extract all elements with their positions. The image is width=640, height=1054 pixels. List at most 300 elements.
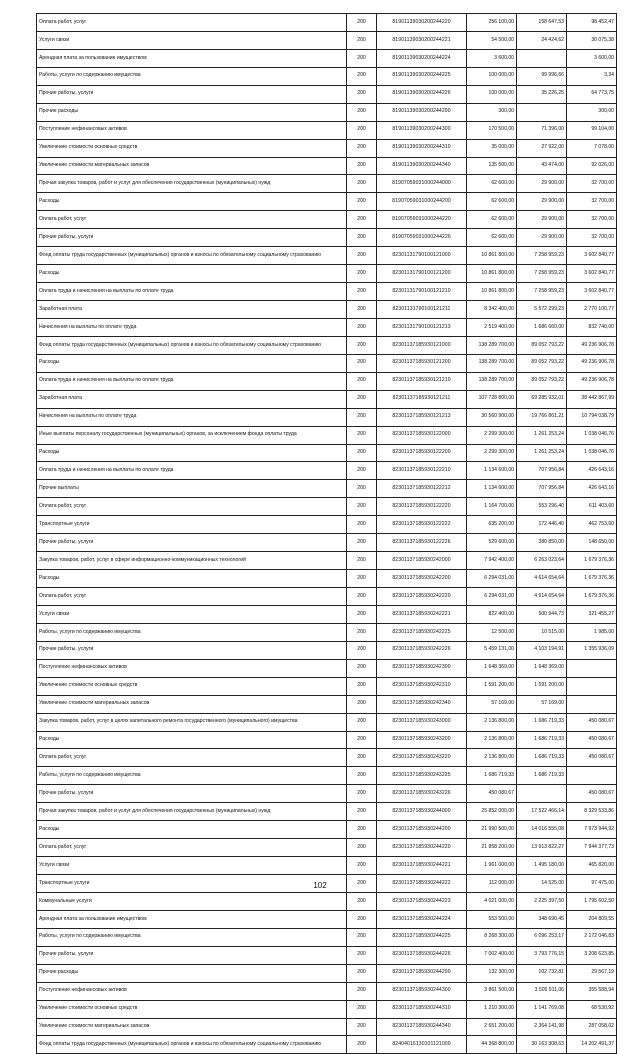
table-row — [37, 67, 617, 85]
unexecuted-amount: 3 602 840,77 — [567, 247, 617, 265]
budget-classification-code: 82301137185930122200 — [377, 444, 467, 462]
approved-amount: 138 289 700,00 — [467, 372, 517, 390]
approved-amount: 25 852 000,00 — [467, 803, 517, 821]
table-row — [37, 283, 617, 301]
row-code: 200 — [347, 157, 377, 175]
unexecuted-amount: 611 403,60 — [567, 498, 617, 516]
row-name: Работы, услуги по содержанию имущества — [37, 928, 347, 946]
approved-amount: 62 600,00 — [467, 193, 517, 211]
table-row — [37, 49, 617, 67]
approved-amount: 100 000,00 — [467, 67, 517, 85]
row-name: Оплата работ, услуг — [37, 749, 347, 767]
executed-amount: 1 141 769,08 — [517, 1000, 567, 1018]
executed-amount: 348 690,45 — [517, 910, 567, 928]
executed-amount: 102 732,81 — [517, 964, 567, 982]
unexecuted-amount: 32 700,00 — [567, 211, 617, 229]
executed-amount: 2 364 141,98 — [517, 1018, 567, 1036]
approved-amount: 138 289 700,00 — [467, 336, 517, 354]
executed-amount: 14 016 555,08 — [517, 821, 567, 839]
table-row — [37, 928, 617, 946]
budget-classification-code: 82301137185930244221 — [377, 857, 467, 875]
unexecuted-amount — [567, 767, 617, 785]
budget-classification-code: 82301137185930121200 — [377, 354, 467, 372]
budget-classification-code: 81901139030200244300 — [377, 121, 467, 139]
table-row — [37, 552, 617, 570]
row-code: 200 — [347, 408, 377, 426]
table-row — [37, 426, 617, 444]
row-code: 200 — [347, 498, 377, 516]
row-code: 200 — [347, 964, 377, 982]
budget-classification-code: 82301137185930121211 — [377, 390, 467, 408]
budget-classification-code: 82301137185930242300 — [377, 659, 467, 677]
approved-amount: 62 600,00 — [467, 211, 517, 229]
row-code: 200 — [347, 31, 377, 49]
approved-amount: 450 080,67 — [467, 785, 517, 803]
executed-amount: 158 647,53 — [517, 14, 567, 32]
approved-amount: 10 861 800,00 — [467, 247, 517, 265]
table-row — [37, 1018, 617, 1036]
row-name: Закупка товаров, работ, услуг в сфере информационно-коммуникационных технологий — [37, 552, 347, 570]
approved-amount: 256 100,00 — [467, 14, 517, 32]
row-code: 200 — [347, 839, 377, 857]
row-name: Услуги связи — [37, 31, 347, 49]
executed-amount: 7 258 959,23 — [517, 283, 567, 301]
row-name: Работы, услуги по содержанию имущества — [37, 623, 347, 641]
row-code: 200 — [347, 821, 377, 839]
unexecuted-amount: 1 679 376,36 — [567, 552, 617, 570]
budget-classification-code: 82301137185930242225 — [377, 623, 467, 641]
approved-amount: 21 990 500,00 — [467, 821, 517, 839]
table-row — [37, 713, 617, 731]
budget-classification-code: 82301131790100121200 — [377, 265, 467, 283]
unexecuted-amount: 3 602 840,77 — [567, 265, 617, 283]
row-name: Расходы — [37, 444, 347, 462]
unexecuted-amount — [567, 695, 617, 713]
budget-classification-code: 82301137185930243000 — [377, 713, 467, 731]
table-row — [37, 803, 617, 821]
executed-amount: 1 686 660,00 — [517, 318, 567, 336]
row-code: 200 — [347, 749, 377, 767]
unexecuted-amount: 2 770 100,77 — [567, 301, 617, 319]
approved-amount: 4 021 000,00 — [467, 892, 517, 910]
approved-amount: 135 500,00 — [467, 157, 517, 175]
row-name: Начисления на выплаты по оплате труда — [37, 318, 347, 336]
unexecuted-amount: 1 679 376,36 — [567, 588, 617, 606]
unexecuted-amount: 450 080,67 — [567, 749, 617, 767]
budget-classification-code: 82301137185930122210 — [377, 462, 467, 480]
row-name: Начисления на выплаты по оплате труда — [37, 408, 347, 426]
row-code: 200 — [347, 803, 377, 821]
table-row — [37, 839, 617, 857]
row-name: Расходы — [37, 570, 347, 588]
row-name: Расходы — [37, 193, 347, 211]
row-name: Фонд оплаты труда государственных (муниципальных) органов и взносы по обязательному социальному страхованию — [37, 336, 347, 354]
executed-amount: 14 525,00 — [517, 875, 567, 893]
row-code: 200 — [347, 713, 377, 731]
budget-classification-code: 82301137185930243226 — [377, 785, 467, 803]
table-row — [37, 121, 617, 139]
unexecuted-amount: 32 700,00 — [567, 175, 617, 193]
table-row — [37, 157, 617, 175]
unexecuted-amount: 450 080,67 — [567, 785, 617, 803]
executed-amount: 1 261 253,24 — [517, 444, 567, 462]
row-name: Заработная плата — [37, 390, 347, 408]
executed-amount: 19 766 861,21 — [517, 408, 567, 426]
row-code: 200 — [347, 175, 377, 193]
budget-classification-code: 81901139030200244225 — [377, 67, 467, 85]
unexecuted-amount: 2 172 046,83 — [567, 928, 617, 946]
table-row — [37, 982, 617, 1000]
row-name: Транспортные услуги — [37, 875, 347, 893]
unexecuted-amount: 465 820,00 — [567, 857, 617, 875]
budget-classification-code: 82301137185930242200 — [377, 570, 467, 588]
table-row — [37, 534, 617, 552]
approved-amount: 3 861 500,00 — [467, 982, 517, 1000]
row-code: 200 — [347, 193, 377, 211]
row-code: 200 — [347, 552, 377, 570]
row-name: Увеличение стоимости основных средств — [37, 139, 347, 157]
row-code: 200 — [347, 982, 377, 1000]
row-code: 200 — [347, 785, 377, 803]
budget-classification-code: 81901139030200244221 — [377, 31, 467, 49]
table-row — [37, 462, 617, 480]
row-name: Закупка товаров, работ, услуг в целях капитального ремонта государственного (муниципального) имущества — [37, 713, 347, 731]
budget-classification-code: 81907059031000244226 — [377, 229, 467, 247]
approved-amount: 1 134 600,00 — [467, 480, 517, 498]
approved-amount: 822 400,00 — [467, 605, 517, 623]
row-code: 200 — [347, 605, 377, 623]
unexecuted-amount: 450 080,67 — [567, 731, 617, 749]
row-name: Оплата труда и начисления на выплаты по оплате труда — [37, 283, 347, 301]
table-row — [37, 910, 617, 928]
row-code: 200 — [347, 570, 377, 588]
budget-classification-code: 82301137185930122226 — [377, 534, 467, 552]
executed-amount: 4 103 194,91 — [517, 641, 567, 659]
approved-amount: 112 000,00 — [467, 875, 517, 893]
approved-amount: 1 648 369,00 — [467, 659, 517, 677]
executed-amount: 57 169,00 — [517, 695, 567, 713]
row-code: 200 — [347, 875, 377, 893]
row-code: 200 — [347, 247, 377, 265]
budget-classification-code: 82301137185930122000 — [377, 426, 467, 444]
approved-amount: 1 210 300,00 — [467, 1000, 517, 1018]
row-name: Оплата труда и начисления на выплаты по оплате труда — [37, 462, 347, 480]
row-name: Оплата работ, услуг — [37, 211, 347, 229]
approved-amount: 2 136 800,00 — [467, 749, 517, 767]
row-name: Прочие расходы — [37, 964, 347, 982]
executed-amount: 4 614 654,64 — [517, 570, 567, 588]
row-code: 200 — [347, 426, 377, 444]
table-row — [37, 821, 617, 839]
approved-amount: 10 861 800,00 — [467, 283, 517, 301]
row-name: Работы, услуги по содержанию имущества — [37, 767, 347, 785]
row-code: 200 — [347, 354, 377, 372]
unexecuted-amount: 1 795 602,50 — [567, 892, 617, 910]
budget-classification-code: 82301137185930244310 — [377, 1000, 467, 1018]
table-row — [37, 659, 617, 677]
unexecuted-amount — [567, 659, 617, 677]
executed-amount: 29 900,00 — [517, 211, 567, 229]
executed-amount: 89 052 793,22 — [517, 336, 567, 354]
approved-amount: 2 136 800,00 — [467, 713, 517, 731]
table-row — [37, 946, 617, 964]
row-code: 200 — [347, 301, 377, 319]
unexecuted-amount: 1 679 376,36 — [567, 570, 617, 588]
executed-amount: 17 522 466,14 — [517, 803, 567, 821]
row-name: Оплата работ, услуг — [37, 588, 347, 606]
executed-amount: 89 052 793,22 — [517, 354, 567, 372]
unexecuted-amount: 64 773,75 — [567, 85, 617, 103]
unexecuted-amount: 32 700,00 — [567, 193, 617, 211]
table-row — [37, 139, 617, 157]
row-name: Заработная плата — [37, 301, 347, 319]
executed-amount: 3 505 911,06 — [517, 982, 567, 1000]
row-name: Расходы — [37, 354, 347, 372]
unexecuted-amount: 3 600,00 — [567, 49, 617, 67]
unexecuted-amount: 287 058,02 — [567, 1018, 617, 1036]
budget-classification-code: 82301137185930244224 — [377, 910, 467, 928]
row-name: Оплата работ, услуг — [37, 839, 347, 857]
table-row — [37, 1036, 617, 1054]
table-row — [37, 211, 617, 229]
budget-classification-code: 82301137185930122220 — [377, 498, 467, 516]
approved-amount: 21 858 200,00 — [467, 839, 517, 857]
approved-amount: 1 164 700,00 — [467, 498, 517, 516]
row-code: 200 — [347, 534, 377, 552]
approved-amount: 54 500,00 — [467, 31, 517, 49]
row-code: 200 — [347, 265, 377, 283]
budget-classification-code: 82301131790100121210 — [377, 283, 467, 301]
table-row — [37, 247, 617, 265]
row-code: 200 — [347, 946, 377, 964]
table-row — [37, 605, 617, 623]
budget-classification-code: 82301137185930242340 — [377, 695, 467, 713]
budget-classification-code: 82301137185930244200 — [377, 821, 467, 839]
unexecuted-amount: 426 643,16 — [567, 480, 617, 498]
row-name: Фонд оплаты труда государственных (муниципальных) органов и взносы по обязательному социальному страхованию — [37, 1036, 347, 1054]
row-name: Прочие работы, услуги — [37, 534, 347, 552]
executed-amount: 553 296,40 — [517, 498, 567, 516]
unexecuted-amount: 32 700,00 — [567, 229, 617, 247]
approved-amount: 1 961 000,00 — [467, 857, 517, 875]
row-code: 200 — [347, 462, 377, 480]
table-row — [37, 390, 617, 408]
executed-amount: 1 648 369,00 — [517, 659, 567, 677]
approved-amount: 8 268 300,00 — [467, 928, 517, 946]
unexecuted-amount: 68 530,92 — [567, 1000, 617, 1018]
row-name: Оплата труда и начисления на выплаты по оплате труда — [37, 372, 347, 390]
row-name: Поступление нефинансовых активов — [37, 659, 347, 677]
row-code: 200 — [347, 139, 377, 157]
row-code: 200 — [347, 67, 377, 85]
budget-classification-code: 82301137185930242220 — [377, 588, 467, 606]
row-name: Прочие работы, услуги — [37, 85, 347, 103]
executed-amount: 1 686 719,33 — [517, 749, 567, 767]
executed-amount: 89 052 793,22 — [517, 372, 567, 390]
row-name: Увеличение стоимости материальных запасов — [37, 157, 347, 175]
approved-amount: 35 000,00 — [467, 139, 517, 157]
page-number: 102 — [313, 881, 327, 890]
table-row — [37, 480, 617, 498]
budget-classification-code: 82301137185930243200 — [377, 731, 467, 749]
unexecuted-amount: 3,34 — [567, 67, 617, 85]
budget-classification-code: 82301137185930244220 — [377, 839, 467, 857]
row-code: 200 — [347, 928, 377, 946]
row-name: Расходы — [37, 731, 347, 749]
table-row — [37, 623, 617, 641]
table-row — [37, 354, 617, 372]
budget-classification-code: 82301137185930242310 — [377, 677, 467, 695]
row-name: Поступление нефинансовых активов — [37, 121, 347, 139]
budget-classification-code: 82301137185930121213 — [377, 408, 467, 426]
budget-classification-code: 81901139030200244310 — [377, 139, 467, 157]
executed-amount: 707 956,84 — [517, 480, 567, 498]
row-name: Коммунальные услуги — [37, 892, 347, 910]
unexecuted-amount — [567, 677, 617, 695]
unexecuted-amount: 97 475,00 — [567, 875, 617, 893]
table-row — [37, 14, 617, 32]
approved-amount: 138 289 700,00 — [467, 354, 517, 372]
executed-amount: 707 956,84 — [517, 462, 567, 480]
unexecuted-amount: 7 078,00 — [567, 139, 617, 157]
table-row — [37, 444, 617, 462]
unexecuted-amount: 1 355 936,09 — [567, 641, 617, 659]
row-code: 200 — [347, 121, 377, 139]
table-row — [37, 1000, 617, 1018]
row-name: Арендная плата за пользование имуществом — [37, 49, 347, 67]
budget-classification-code: 81901139030200244226 — [377, 85, 467, 103]
approved-amount: 10 861 800,00 — [467, 265, 517, 283]
executed-amount: 35 226,25 — [517, 85, 567, 103]
table-row — [37, 570, 617, 588]
executed-amount: 7 258 959,23 — [517, 265, 567, 283]
row-code: 200 — [347, 588, 377, 606]
unexecuted-amount: 3 208 623,85 — [567, 946, 617, 964]
row-code: 200 — [347, 892, 377, 910]
row-name: Прочие работы, услуги — [37, 229, 347, 247]
unexecuted-amount: 14 202 491,37 — [567, 1036, 617, 1054]
approved-amount: 6 294 031,00 — [467, 588, 517, 606]
unexecuted-amount: 98 452,47 — [567, 14, 617, 32]
executed-amount: 99 996,66 — [517, 67, 567, 85]
budget-classification-code: 82301137185930242226 — [377, 641, 467, 659]
table-row — [37, 318, 617, 336]
row-code: 200 — [347, 85, 377, 103]
approved-amount: 6 294 031,00 — [467, 570, 517, 588]
table-row — [37, 677, 617, 695]
approved-amount: 100 000,00 — [467, 85, 517, 103]
table-row — [37, 749, 617, 767]
budget-classification-code: 82301137185930244300 — [377, 982, 467, 1000]
approved-amount: 5 459 131,00 — [467, 641, 517, 659]
executed-amount — [517, 103, 567, 121]
budget-classification-code: 82301137185930244223 — [377, 892, 467, 910]
executed-amount — [517, 49, 567, 67]
executed-amount: 380 850,00 — [517, 534, 567, 552]
approved-amount: 553 500,00 — [467, 910, 517, 928]
row-code: 200 — [347, 1036, 377, 1054]
approved-amount: 170 500,00 — [467, 121, 517, 139]
row-code: 200 — [347, 695, 377, 713]
row-code: 200 — [347, 641, 377, 659]
unexecuted-amount: 1 038 046,76 — [567, 444, 617, 462]
budget-classification-code: 82301137185930122222 — [377, 516, 467, 534]
table-row — [37, 857, 617, 875]
unexecuted-amount: 355 588,94 — [567, 982, 617, 1000]
executed-amount: 30 163 308,63 — [517, 1036, 567, 1054]
row-name: Расходы — [37, 265, 347, 283]
approved-amount: 7 942 400,00 — [467, 552, 517, 570]
budget-classification-code: 82301137185930244340 — [377, 1018, 467, 1036]
budget-classification-code: 81907059031000244200 — [377, 193, 467, 211]
budget-classification-code: 82404016130101121000 — [377, 1036, 467, 1054]
row-name: Увеличение стоимости основных средств — [37, 1000, 347, 1018]
executed-amount: 1 591 200,00 — [517, 677, 567, 695]
executed-amount: 7 258 959,23 — [517, 247, 567, 265]
budget-classification-code: 81901139030200244224 — [377, 49, 467, 67]
row-code: 200 — [347, 283, 377, 301]
table-row — [37, 85, 617, 103]
approved-amount: 57 169,00 — [467, 695, 517, 713]
row-name: Расходы — [37, 821, 347, 839]
executed-amount: 1 495 180,00 — [517, 857, 567, 875]
executed-amount: 24 424,62 — [517, 31, 567, 49]
unexecuted-amount: 38 442 867,99 — [567, 390, 617, 408]
approved-amount: 7 002 400,00 — [467, 946, 517, 964]
table-row — [37, 336, 617, 354]
executed-amount: 10 515,00 — [517, 623, 567, 641]
row-name: Оплата работ, услуг — [37, 498, 347, 516]
unexecuted-amount: 204 809,55 — [567, 910, 617, 928]
unexecuted-amount: 1 985,00 — [567, 623, 617, 641]
budget-execution-table — [36, 13, 617, 1054]
row-code: 200 — [347, 623, 377, 641]
executed-amount: 1 261 253,24 — [517, 426, 567, 444]
unexecuted-amount: 450 080,67 — [567, 713, 617, 731]
budget-classification-code: 82301137185930242221 — [377, 605, 467, 623]
approved-amount: 2 299 300,00 — [467, 444, 517, 462]
row-code: 200 — [347, 390, 377, 408]
row-code: 200 — [347, 49, 377, 67]
row-code: 200 — [347, 677, 377, 695]
table-row — [37, 695, 617, 713]
table-row — [37, 731, 617, 749]
table-row — [37, 175, 617, 193]
row-code: 200 — [347, 857, 377, 875]
unexecuted-amount: 49 236 906,78 — [567, 354, 617, 372]
row-name: Поступление нефинансовых активов — [37, 982, 347, 1000]
row-code: 200 — [347, 1018, 377, 1036]
row-code: 200 — [347, 372, 377, 390]
table-row — [37, 301, 617, 319]
budget-classification-code: 81901139030200244220 — [377, 14, 467, 32]
unexecuted-amount: 29 567,19 — [567, 964, 617, 982]
approved-amount: 107 728 800,00 — [467, 390, 517, 408]
budget-classification-code: 82301137185930243220 — [377, 749, 467, 767]
executed-amount: 6 096 253,17 — [517, 928, 567, 946]
executed-amount: 3 793 776,15 — [517, 946, 567, 964]
approved-amount: 62 600,00 — [467, 229, 517, 247]
approved-amount: 635 200,00 — [467, 516, 517, 534]
row-code: 200 — [347, 318, 377, 336]
row-name: Иные выплаты персоналу государственных (муниципальных) органов, за исключением фонда оплаты труда — [37, 426, 347, 444]
approved-amount: 62 600,00 — [467, 175, 517, 193]
row-name: Фонд оплаты труда государственных (муниципальных) органов и взносы по обязательному социальному страхованию — [37, 247, 347, 265]
budget-classification-code: 82301137185930244225 — [377, 928, 467, 946]
executed-amount: 500 944,73 — [517, 605, 567, 623]
row-name: Прочая закупка товаров, работ и услуг для обеспечения государственных (муниципальных) нужд — [37, 175, 347, 193]
row-name: Услуги связи — [37, 605, 347, 623]
